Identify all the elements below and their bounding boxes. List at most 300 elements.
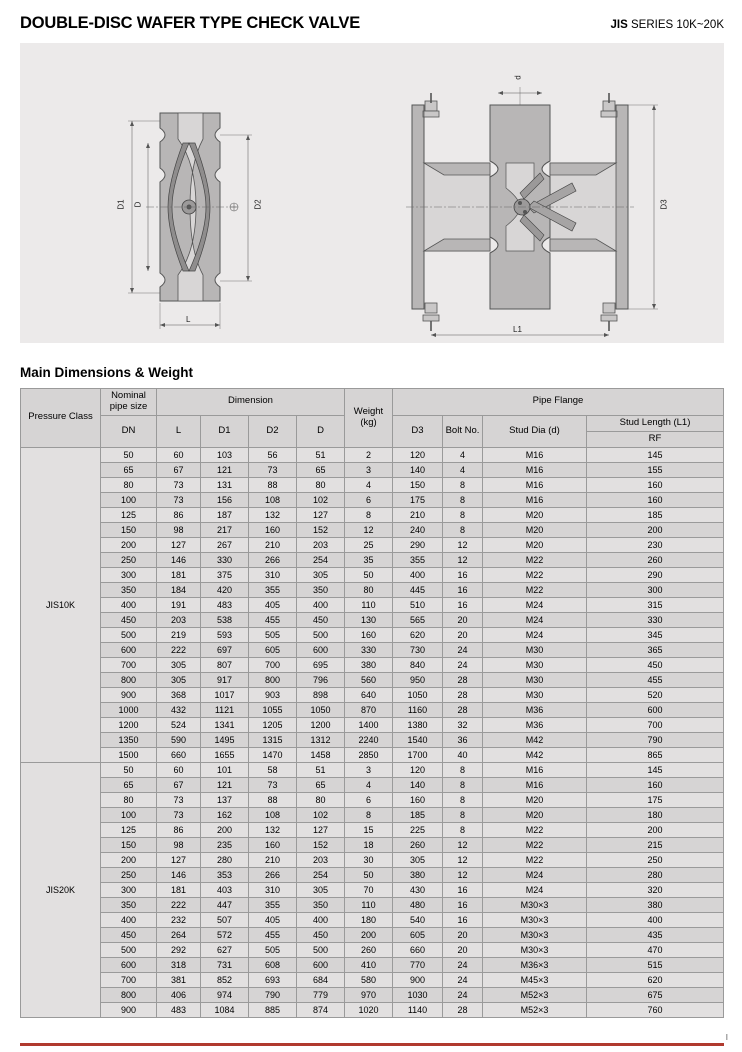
cell-d2: 405 bbox=[249, 597, 297, 612]
cell-bolt-no: 20 bbox=[443, 927, 483, 942]
cell-d: 874 bbox=[297, 1002, 345, 1017]
cell-d2: 608 bbox=[249, 957, 297, 972]
cell-l: 146 bbox=[157, 552, 201, 567]
cell-dn: 350 bbox=[101, 582, 157, 597]
table-row bbox=[21, 612, 724, 627]
cell-weight: 30 bbox=[345, 852, 393, 867]
cell-stud-length: 520 bbox=[587, 687, 724, 702]
cell-d2: 800 bbox=[249, 672, 297, 687]
cell-d1: 1655 bbox=[201, 747, 249, 762]
page-title: DOUBLE-DISC WAFER TYPE CHECK VALVE bbox=[20, 14, 361, 32]
cell-d3: 565 bbox=[393, 612, 443, 627]
cell-d1: 375 bbox=[201, 567, 249, 582]
cell-weight: 130 bbox=[345, 612, 393, 627]
cell-l: 86 bbox=[157, 822, 201, 837]
cell-dn: 1200 bbox=[101, 717, 157, 732]
dimension-label-d2: D2 bbox=[253, 199, 263, 210]
cell-dn: 80 bbox=[101, 477, 157, 492]
cell-d2: 885 bbox=[249, 1002, 297, 1017]
th-d1: D1 bbox=[201, 415, 249, 447]
cell-bolt-no: 8 bbox=[443, 777, 483, 792]
cell-stud-length: 675 bbox=[587, 987, 724, 1002]
table-row bbox=[21, 747, 724, 762]
cell-d: 127 bbox=[297, 822, 345, 837]
cell-d2: 1055 bbox=[249, 702, 297, 717]
table-row bbox=[21, 702, 724, 717]
table-row bbox=[21, 867, 724, 882]
th-pipe-flange: Pipe Flange bbox=[393, 389, 724, 416]
cell-l: 73 bbox=[157, 807, 201, 822]
cell-bolt-no: 24 bbox=[443, 987, 483, 1002]
cell-d: 600 bbox=[297, 957, 345, 972]
cell-d: 400 bbox=[297, 597, 345, 612]
cell-bolt-no: 4 bbox=[443, 462, 483, 477]
table-row bbox=[21, 672, 724, 687]
cell-d3: 430 bbox=[393, 882, 443, 897]
cell-stud-dia: M36 bbox=[483, 717, 587, 732]
cell-dn: 150 bbox=[101, 522, 157, 537]
cell-d3: 210 bbox=[393, 507, 443, 522]
cell-d1: 137 bbox=[201, 792, 249, 807]
cell-dn: 250 bbox=[101, 867, 157, 882]
cell-d3: 540 bbox=[393, 912, 443, 927]
cell-d1: 697 bbox=[201, 642, 249, 657]
cell-l: 292 bbox=[157, 942, 201, 957]
dimension-label-d3: D3 bbox=[659, 199, 669, 210]
cell-bolt-no: 24 bbox=[443, 657, 483, 672]
cell-stud-length: 215 bbox=[587, 837, 724, 852]
cell-dn: 900 bbox=[101, 687, 157, 702]
cell-d1: 447 bbox=[201, 897, 249, 912]
cell-d1: 917 bbox=[201, 672, 249, 687]
cell-bolt-no: 16 bbox=[443, 597, 483, 612]
cell-l: 181 bbox=[157, 882, 201, 897]
cell-d2: 355 bbox=[249, 897, 297, 912]
cell-d3: 185 bbox=[393, 807, 443, 822]
cell-weight: 2 bbox=[345, 447, 393, 462]
cell-stud-length: 760 bbox=[587, 1002, 724, 1017]
cell-d2: 132 bbox=[249, 507, 297, 522]
cell-l: 368 bbox=[157, 687, 201, 702]
th-d2: D2 bbox=[249, 415, 297, 447]
cell-bolt-no: 12 bbox=[443, 852, 483, 867]
cell-stud-length: 790 bbox=[587, 732, 724, 747]
cell-d3: 355 bbox=[393, 552, 443, 567]
cell-l: 264 bbox=[157, 927, 201, 942]
cell-stud-dia: M30 bbox=[483, 687, 587, 702]
cell-weight: 2240 bbox=[345, 732, 393, 747]
table-row bbox=[21, 627, 724, 642]
cell-d: 350 bbox=[297, 897, 345, 912]
cell-d1: 1017 bbox=[201, 687, 249, 702]
cell-d2: 700 bbox=[249, 657, 297, 672]
cell-d: 65 bbox=[297, 462, 345, 477]
cell-weight: 15 bbox=[345, 822, 393, 837]
cell-l: 318 bbox=[157, 957, 201, 972]
table-row bbox=[21, 912, 724, 927]
cell-weight: 6 bbox=[345, 792, 393, 807]
cell-dn: 300 bbox=[101, 882, 157, 897]
cell-stud-dia: M45×3 bbox=[483, 972, 587, 987]
cell-d3: 445 bbox=[393, 582, 443, 597]
cell-weight: 640 bbox=[345, 687, 393, 702]
pressure-class-cell: JIS10K bbox=[21, 447, 101, 762]
cell-d1: 572 bbox=[201, 927, 249, 942]
cell-d2: 455 bbox=[249, 927, 297, 942]
cell-d: 254 bbox=[297, 867, 345, 882]
cell-dn: 100 bbox=[101, 492, 157, 507]
cell-dn: 65 bbox=[101, 462, 157, 477]
cell-weight: 560 bbox=[345, 672, 393, 687]
cell-stud-length: 865 bbox=[587, 747, 724, 762]
cell-stud-dia: M22 bbox=[483, 852, 587, 867]
cell-d3: 150 bbox=[393, 477, 443, 492]
cell-l: 222 bbox=[157, 642, 201, 657]
cell-d2: 56 bbox=[249, 447, 297, 462]
table-row bbox=[21, 537, 724, 552]
cell-stud-length: 330 bbox=[587, 612, 724, 627]
cell-weight: 330 bbox=[345, 642, 393, 657]
cell-dn: 250 bbox=[101, 552, 157, 567]
table-row bbox=[21, 852, 724, 867]
section-heading: Main Dimensions & Weight bbox=[20, 365, 194, 380]
table-header-row-1 bbox=[21, 389, 724, 416]
cell-stud-length: 470 bbox=[587, 942, 724, 957]
cell-weight: 4 bbox=[345, 777, 393, 792]
cell-d1: 121 bbox=[201, 777, 249, 792]
cell-d1: 131 bbox=[201, 477, 249, 492]
cell-stud-length: 250 bbox=[587, 852, 724, 867]
main-dimensions-table bbox=[20, 388, 724, 1018]
cell-d3: 660 bbox=[393, 942, 443, 957]
cell-stud-dia: M42 bbox=[483, 732, 587, 747]
cell-bolt-no: 28 bbox=[443, 702, 483, 717]
cell-bolt-no: 24 bbox=[443, 642, 483, 657]
cell-weight: 3 bbox=[345, 462, 393, 477]
cell-bolt-no: 28 bbox=[443, 687, 483, 702]
cell-bolt-no: 20 bbox=[443, 942, 483, 957]
cell-d2: 88 bbox=[249, 477, 297, 492]
pressure-class-cell: JIS20K bbox=[21, 762, 101, 1017]
cell-bolt-no: 40 bbox=[443, 747, 483, 762]
table-row bbox=[21, 987, 724, 1002]
table-row bbox=[21, 807, 724, 822]
series-range: SERIES 10K~20K bbox=[627, 19, 724, 31]
cell-d: 102 bbox=[297, 807, 345, 822]
cell-d1: 627 bbox=[201, 942, 249, 957]
table-row bbox=[21, 732, 724, 747]
cell-stud-length: 230 bbox=[587, 537, 724, 552]
cell-weight: 50 bbox=[345, 567, 393, 582]
cell-d3: 120 bbox=[393, 762, 443, 777]
cell-bolt-no: 16 bbox=[443, 567, 483, 582]
cell-d1: 731 bbox=[201, 957, 249, 972]
cell-d: 203 bbox=[297, 537, 345, 552]
cell-d2: 903 bbox=[249, 687, 297, 702]
cell-d3: 175 bbox=[393, 492, 443, 507]
cell-stud-dia: M24 bbox=[483, 597, 587, 612]
cell-d2: 1315 bbox=[249, 732, 297, 747]
cell-weight: 410 bbox=[345, 957, 393, 972]
cell-d2: 505 bbox=[249, 627, 297, 642]
cell-d1: 593 bbox=[201, 627, 249, 642]
cell-stud-dia: M30 bbox=[483, 672, 587, 687]
cell-stud-dia: M22 bbox=[483, 567, 587, 582]
cell-weight: 8 bbox=[345, 807, 393, 822]
cell-stud-dia: M20 bbox=[483, 507, 587, 522]
cell-stud-dia: M20 bbox=[483, 807, 587, 822]
cell-stud-length: 145 bbox=[587, 447, 724, 462]
cell-d3: 225 bbox=[393, 822, 443, 837]
cell-bolt-no: 16 bbox=[443, 912, 483, 927]
cell-stud-length: 160 bbox=[587, 492, 724, 507]
cell-d3: 840 bbox=[393, 657, 443, 672]
cell-d: 350 bbox=[297, 582, 345, 597]
cell-d3: 1030 bbox=[393, 987, 443, 1002]
th-bolt-no: Bolt No. bbox=[443, 415, 483, 447]
cell-stud-length: 155 bbox=[587, 462, 724, 477]
table-row bbox=[21, 1002, 724, 1017]
dimension-label-l: L bbox=[186, 315, 191, 324]
cell-weight: 1400 bbox=[345, 717, 393, 732]
cell-d3: 605 bbox=[393, 927, 443, 942]
cell-d2: 160 bbox=[249, 837, 297, 852]
th-dn: DN bbox=[101, 415, 157, 447]
cell-d1: 330 bbox=[201, 552, 249, 567]
cell-weight: 18 bbox=[345, 837, 393, 852]
cell-d: 51 bbox=[297, 762, 345, 777]
cell-l: 381 bbox=[157, 972, 201, 987]
cell-dn: 800 bbox=[101, 987, 157, 1002]
dimension-label-d: D bbox=[133, 201, 143, 208]
cell-stud-length: 180 bbox=[587, 807, 724, 822]
cell-bolt-no: 4 bbox=[443, 447, 483, 462]
th-rf: RF bbox=[587, 431, 724, 447]
cell-d3: 260 bbox=[393, 837, 443, 852]
cell-d2: 405 bbox=[249, 912, 297, 927]
cell-stud-dia: M36 bbox=[483, 702, 587, 717]
cell-d: 102 bbox=[297, 492, 345, 507]
cell-d: 1312 bbox=[297, 732, 345, 747]
cell-weight: 970 bbox=[345, 987, 393, 1002]
cell-bolt-no: 8 bbox=[443, 822, 483, 837]
cell-dn: 80 bbox=[101, 792, 157, 807]
cell-dn: 50 bbox=[101, 447, 157, 462]
cell-l: 146 bbox=[157, 867, 201, 882]
cell-d: 80 bbox=[297, 477, 345, 492]
cell-weight: 180 bbox=[345, 912, 393, 927]
cell-stud-length: 380 bbox=[587, 897, 724, 912]
cell-dn: 50 bbox=[101, 762, 157, 777]
table-head bbox=[21, 389, 724, 448]
cell-weight: 200 bbox=[345, 927, 393, 942]
cell-l: 305 bbox=[157, 672, 201, 687]
technical-drawing-panel bbox=[20, 43, 724, 343]
cell-bolt-no: 20 bbox=[443, 612, 483, 627]
table-row bbox=[21, 882, 724, 897]
th-l: L bbox=[157, 415, 201, 447]
cell-weight: 4 bbox=[345, 477, 393, 492]
cell-stud-length: 400 bbox=[587, 912, 724, 927]
cell-bolt-no: 12 bbox=[443, 867, 483, 882]
table-row bbox=[21, 837, 724, 852]
cell-d3: 510 bbox=[393, 597, 443, 612]
cell-l: 127 bbox=[157, 537, 201, 552]
cell-d3: 160 bbox=[393, 792, 443, 807]
cell-d3: 240 bbox=[393, 522, 443, 537]
cell-stud-length: 320 bbox=[587, 882, 724, 897]
cell-stud-dia: M16 bbox=[483, 447, 587, 462]
cell-stud-length: 700 bbox=[587, 717, 724, 732]
table-row bbox=[21, 762, 724, 777]
cell-dn: 700 bbox=[101, 657, 157, 672]
cell-dn: 500 bbox=[101, 627, 157, 642]
cell-d3: 140 bbox=[393, 777, 443, 792]
cell-bolt-no: 12 bbox=[443, 552, 483, 567]
cell-d1: 420 bbox=[201, 582, 249, 597]
cell-l: 305 bbox=[157, 657, 201, 672]
cell-bolt-no: 28 bbox=[443, 1002, 483, 1017]
cell-weight: 110 bbox=[345, 597, 393, 612]
cell-stud-dia: M22 bbox=[483, 837, 587, 852]
cell-d1: 1341 bbox=[201, 717, 249, 732]
cell-weight: 580 bbox=[345, 972, 393, 987]
cell-weight: 1020 bbox=[345, 1002, 393, 1017]
series-label bbox=[611, 19, 724, 31]
table-row bbox=[21, 552, 724, 567]
cell-stud-length: 260 bbox=[587, 552, 724, 567]
cell-d3: 140 bbox=[393, 462, 443, 477]
cell-d3: 120 bbox=[393, 447, 443, 462]
cell-weight: 70 bbox=[345, 882, 393, 897]
cell-l: 406 bbox=[157, 987, 201, 1002]
cell-dn: 200 bbox=[101, 537, 157, 552]
cell-d2: 455 bbox=[249, 612, 297, 627]
cell-bolt-no: 16 bbox=[443, 897, 483, 912]
cell-stud-dia: M22 bbox=[483, 582, 587, 597]
cell-stud-dia: M16 bbox=[483, 777, 587, 792]
cell-dn: 400 bbox=[101, 597, 157, 612]
cell-d3: 950 bbox=[393, 672, 443, 687]
cell-d1: 1495 bbox=[201, 732, 249, 747]
cell-d1: 807 bbox=[201, 657, 249, 672]
cell-dn: 450 bbox=[101, 612, 157, 627]
cell-d1: 403 bbox=[201, 882, 249, 897]
cell-weight: 3 bbox=[345, 762, 393, 777]
cell-weight: 80 bbox=[345, 582, 393, 597]
cell-d1: 974 bbox=[201, 987, 249, 1002]
cell-dn: 600 bbox=[101, 642, 157, 657]
th-stud-dia: Stud Dia (d) bbox=[483, 415, 587, 447]
cell-bolt-no: 8 bbox=[443, 522, 483, 537]
cell-d3: 1540 bbox=[393, 732, 443, 747]
cell-d2: 210 bbox=[249, 852, 297, 867]
cell-stud-length: 200 bbox=[587, 522, 724, 537]
cell-d: 1200 bbox=[297, 717, 345, 732]
cell-d: 695 bbox=[297, 657, 345, 672]
cell-d: 1458 bbox=[297, 747, 345, 762]
cell-l: 590 bbox=[157, 732, 201, 747]
cell-dn: 1350 bbox=[101, 732, 157, 747]
cell-d2: 108 bbox=[249, 807, 297, 822]
cell-d: 779 bbox=[297, 987, 345, 1002]
dimension-label-d1: D1 bbox=[116, 199, 126, 210]
cell-stud-dia: M36×3 bbox=[483, 957, 587, 972]
cell-d: 203 bbox=[297, 852, 345, 867]
cell-stud-length: 365 bbox=[587, 642, 724, 657]
cell-d2: 505 bbox=[249, 942, 297, 957]
cell-d2: 1470 bbox=[249, 747, 297, 762]
cell-d1: 280 bbox=[201, 852, 249, 867]
page-number: I bbox=[725, 1033, 728, 1042]
cell-weight: 260 bbox=[345, 942, 393, 957]
cell-d2: 1205 bbox=[249, 717, 297, 732]
cell-dn: 125 bbox=[101, 507, 157, 522]
cell-dn: 125 bbox=[101, 822, 157, 837]
cell-d3: 1380 bbox=[393, 717, 443, 732]
dimension-label-small-d: d bbox=[513, 75, 523, 80]
cell-l: 203 bbox=[157, 612, 201, 627]
table-row bbox=[21, 717, 724, 732]
table-row bbox=[21, 567, 724, 582]
cell-d: 500 bbox=[297, 942, 345, 957]
cell-l: 483 bbox=[157, 1002, 201, 1017]
cell-l: 67 bbox=[157, 462, 201, 477]
cell-d: 51 bbox=[297, 447, 345, 462]
cell-stud-dia: M30×3 bbox=[483, 897, 587, 912]
cell-l: 660 bbox=[157, 747, 201, 762]
cell-stud-length: 515 bbox=[587, 957, 724, 972]
cell-stud-dia: M24 bbox=[483, 867, 587, 882]
cell-stud-dia: M20 bbox=[483, 522, 587, 537]
cell-dn: 150 bbox=[101, 837, 157, 852]
th-d3: D3 bbox=[393, 415, 443, 447]
cell-l: 60 bbox=[157, 762, 201, 777]
cell-dn: 100 bbox=[101, 807, 157, 822]
cell-d: 500 bbox=[297, 627, 345, 642]
cell-d1: 267 bbox=[201, 537, 249, 552]
cell-bolt-no: 8 bbox=[443, 792, 483, 807]
cell-d2: 355 bbox=[249, 582, 297, 597]
cell-d: 80 bbox=[297, 792, 345, 807]
cell-l: 86 bbox=[157, 507, 201, 522]
cell-d2: 310 bbox=[249, 567, 297, 582]
cell-d3: 1140 bbox=[393, 1002, 443, 1017]
cell-l: 181 bbox=[157, 567, 201, 582]
cell-dn: 800 bbox=[101, 672, 157, 687]
cell-d1: 121 bbox=[201, 462, 249, 477]
cell-l: 219 bbox=[157, 627, 201, 642]
cell-stud-length: 145 bbox=[587, 762, 724, 777]
table-row bbox=[21, 792, 724, 807]
cell-l: 524 bbox=[157, 717, 201, 732]
cell-stud-dia: M22 bbox=[483, 822, 587, 837]
cell-weight: 6 bbox=[345, 492, 393, 507]
cell-weight: 25 bbox=[345, 537, 393, 552]
cell-stud-length: 280 bbox=[587, 867, 724, 882]
cell-weight: 870 bbox=[345, 702, 393, 717]
cell-weight: 8 bbox=[345, 507, 393, 522]
th-nominal-pipe-size: Nominal pipe size bbox=[101, 389, 157, 416]
cell-stud-dia: M16 bbox=[483, 762, 587, 777]
cell-stud-dia: M22 bbox=[483, 552, 587, 567]
cell-d: 450 bbox=[297, 612, 345, 627]
cell-d2: 58 bbox=[249, 762, 297, 777]
cell-l: 67 bbox=[157, 777, 201, 792]
cell-d: 600 bbox=[297, 642, 345, 657]
cell-dn: 1500 bbox=[101, 747, 157, 762]
cell-stud-length: 435 bbox=[587, 927, 724, 942]
